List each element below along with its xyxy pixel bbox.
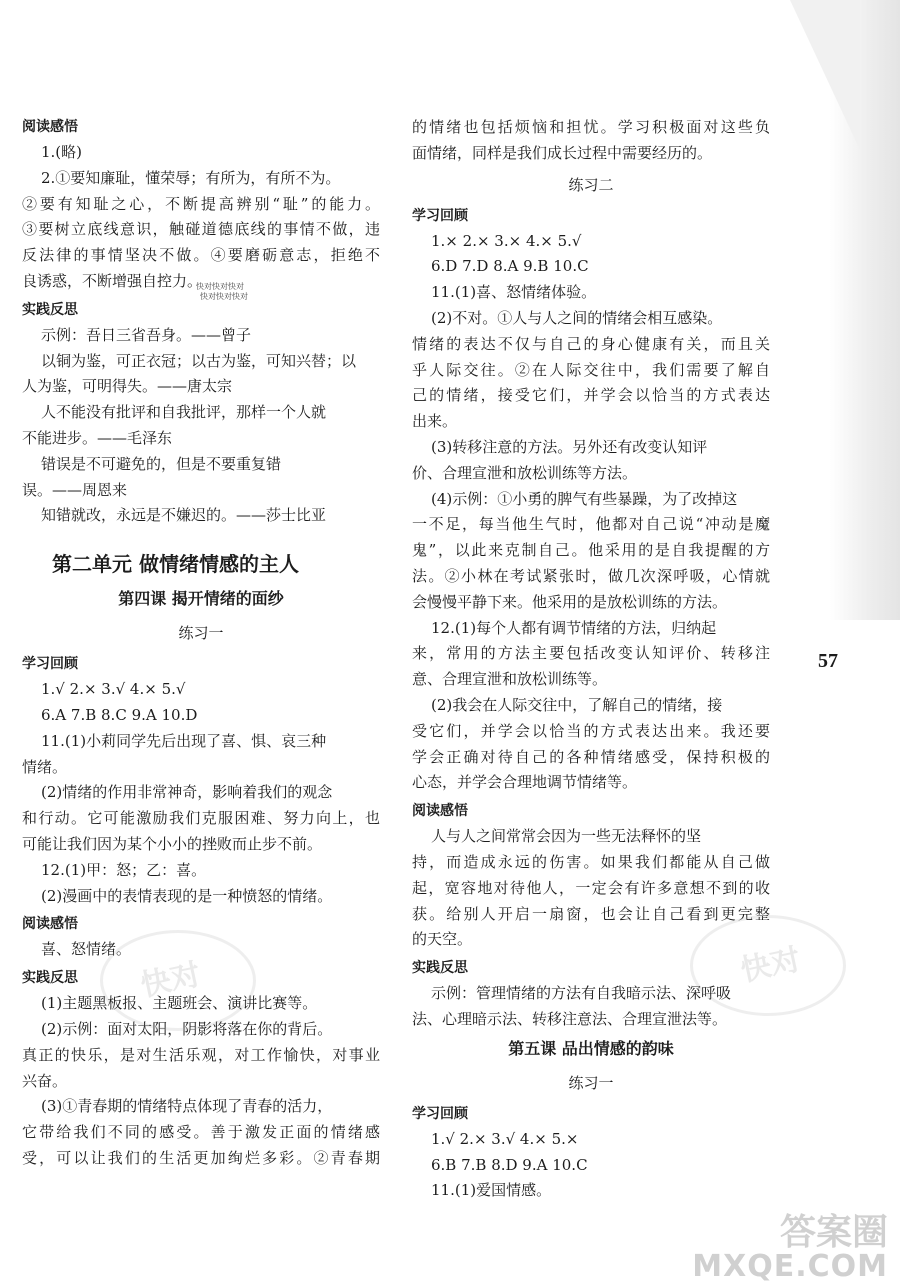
text-line: 法、心理暗示法、转移注意法、合理宣泄法等。 [412,1009,728,1028]
text-line: (2)情绪的作用非常神奇，影响着我们的观念 [41,783,333,802]
unit-title: 第二单元 做情绪情感的主人 [52,552,299,577]
text-line: 受，可以让我们的生活更加绚烂多彩。②青春期 [22,1148,380,1167]
kite-decoration [790,0,860,150]
text-line: 一不足，每当他生气时，他都对自己说“冲动是魔 [412,515,770,534]
text-line: 兴奋。 [22,1071,68,1090]
section-heading: 阅读感悟 [22,916,78,933]
text-line: 错误是不可避免的，但是不要重复错 [41,454,282,473]
text-line: (1)主题黑板报、主题班会、演讲比赛等。 [41,994,318,1013]
text-line: 喜、怒情绪。 [41,940,132,959]
text-line: 乎人际交往。②在人际交往中，我们需要了解自 [412,360,770,379]
text-line: 出来。 [412,412,458,431]
kuaidui-watermark: 快对 [737,942,804,989]
section-heading: 学习回顾 [412,207,468,224]
page-number: 57 [818,650,838,672]
text-line: 法。②小林在考试紧张时，做几次深呼吸，心情就 [412,566,770,585]
text-line: 1.(略) [41,143,83,161]
section-heading: 实践反思 [22,301,78,318]
text-line: 意、合理宣泄和放松训练等。 [412,670,608,689]
text-line: 己的情绪，接受它们，并学会以恰当的方式表达 [412,386,770,405]
text-line: 来，常用的方法主要包括改变认知评价、转移注 [412,644,770,663]
text-line: 误。——周恩来 [22,480,128,499]
lesson-title: 第四课 揭开情绪的面纱 [118,589,284,609]
text-line: ③要树立底线意识，触碰道德底线的事情不做，违 [22,220,380,239]
text-line: 示例：管理情绪的方法有自我暗示法、深呼吸 [431,984,732,1003]
text-line: 价、合理宣泄和放松训练等方法。 [412,463,638,482]
text-line: 良诱惑，不断增强自控力。 [22,271,203,290]
lesson-title: 第五课 品出情感的韵味 [508,1038,674,1058]
watermark-circle [100,930,256,1031]
section-heading: 实践反思 [412,960,468,977]
exercise-title: 练习一 [568,1073,614,1092]
text-line: 起，宽容地对待他人，一定会有许多意想不到的收 [412,878,770,897]
text-line: 以铜为鉴，可正衣冠；以古为鉴，可知兴替；以 [41,351,357,370]
text-line: 6.D 7.D 8.A 9.B 10.C [431,257,589,276]
text-line: 真正的快乐，是对生活乐观，对工作愉快，对事业 [22,1045,380,1064]
text-line: 持，而造成永远的伤害。如果我们都能从自己做 [412,852,770,871]
text-line: 不能进步。——毛泽东 [22,428,173,447]
stamp-line: 快对快对快对 [196,282,244,291]
text-line: 的情绪也包括烦恼和担忧。学习积极面对这些负 [412,118,770,136]
text-line: 学会正确对待自己的各种情绪感受，保持积极的 [412,747,770,766]
text-line: 鬼”，以此来克制自己。他采用的是自我提醒的方 [412,541,770,560]
text-line: (4)示例：①小勇的脾气有些暴躁，为了改掉这 [431,489,738,508]
text-line: 情绪。 [22,757,68,776]
text-line: 和行动。它可能激励我们克服困难、努力向上，也 [22,809,380,828]
exercise-title: 练习一 [178,624,224,643]
text-line: 人不能没有批评和自我批评，那样一个人就 [41,403,327,422]
text-line: 6.B 7.B 8.D 9.A 10.C [431,1155,588,1174]
stamp-line: 快对快对快对 [200,292,248,301]
text-line: 1.√ 2.× 3.√ 4.× 5.√ [41,680,186,699]
text-line: 1.√ 2.× 3.√ 4.× 5.× [431,1129,579,1148]
text-line: 会慢慢平静下来。他采用的是放松训练的方法。 [412,592,728,611]
text-line: 反法律的事情坚决不做。④要磨砺意志，拒绝不 [22,246,380,265]
logo-url: MXQE.COM [692,1249,888,1284]
text-line: 11.(1)喜、怒情绪体验。 [431,283,597,302]
section-heading: 学习回顾 [412,1105,468,1122]
text-line: (2)我会在人际交往中，了解自己的情绪，接 [431,695,723,714]
text-line: (2)漫画中的表情表现的是一种愤怒的情绪。 [41,886,333,905]
text-line: 1.× 2.× 3.× 4.× 5.√ [431,231,582,250]
answer-site-logo [692,1214,888,1282]
text-line: 获。给别人开启一扇窗，也会让自己看到更完整 [412,904,770,923]
text-line: 11.(1)小莉同学先后出现了喜、惧、哀三种 [41,731,327,750]
text-line: 心态，并学会合理地调节情绪等。 [412,773,638,792]
text-line: 知错就改，永远是不嫌迟的。——莎士比亚 [41,506,327,525]
exercise-title: 练习二 [568,175,614,194]
text-line: (2)不对。①人与人之间的情绪会相互感染。 [431,308,723,327]
text-line: 人与人之间常常会因为一些无法释怀的坚 [431,827,702,846]
text-line: 12.(1)甲：怒；乙：喜。 [41,860,207,879]
text-line: 面情绪，同样是我们成长过程中需要经历的。 [412,143,713,162]
right-column [412,115,770,1204]
kuaidui-watermark: 快对 [137,957,204,1004]
text-line: 2.①要知廉耻，懂荣辱；有所为，有所不为。 [41,168,341,187]
text-line: 11.(1)爱国情感。 [431,1181,552,1200]
text-line: (2)示例：面对太阳，阴影将落在你的背后。 [41,1019,333,1038]
text-line: 的天空。 [412,930,473,949]
text-line: (3)①青春期的情绪特点体现了青春的活力， [41,1097,333,1116]
text-line: 人为鉴，可明得失。——唐太宗 [22,377,233,396]
section-heading: 阅读感悟 [22,119,78,135]
text-line: (3)转移注意的方法。另外还有改变认知评 [431,437,708,456]
section-heading: 阅读感悟 [412,803,468,820]
section-heading: 学习回顾 [22,656,78,673]
watermark-circle [690,915,846,1016]
text-line: 受它们，并学会以恰当的方式表达出来。我还要 [412,721,770,740]
text-line: 情绪的表达不仅与自己的身心健康有关，而且关 [412,334,770,353]
text-line: ②要有知耻之心，不断提高辨别“耻”的能力。 [22,194,380,213]
kuaidui-stamp [196,282,248,302]
logo-title: 答案圈 [779,1212,888,1253]
text-line: 12.(1)每个人都有调节情绪的方法，归纳起 [431,618,717,637]
text-line: 6.A 7.B 8.C 9.A 10.D [41,705,198,724]
text-line: 可能让我们因为某个小小的挫败而止步不前。 [22,834,323,853]
text-line: 示例：吾日三省吾身。——曾子 [41,325,252,344]
section-heading: 实践反思 [22,970,78,987]
text-line: 它带给我们不同的感受。善于激发正面的情绪感 [22,1123,380,1142]
